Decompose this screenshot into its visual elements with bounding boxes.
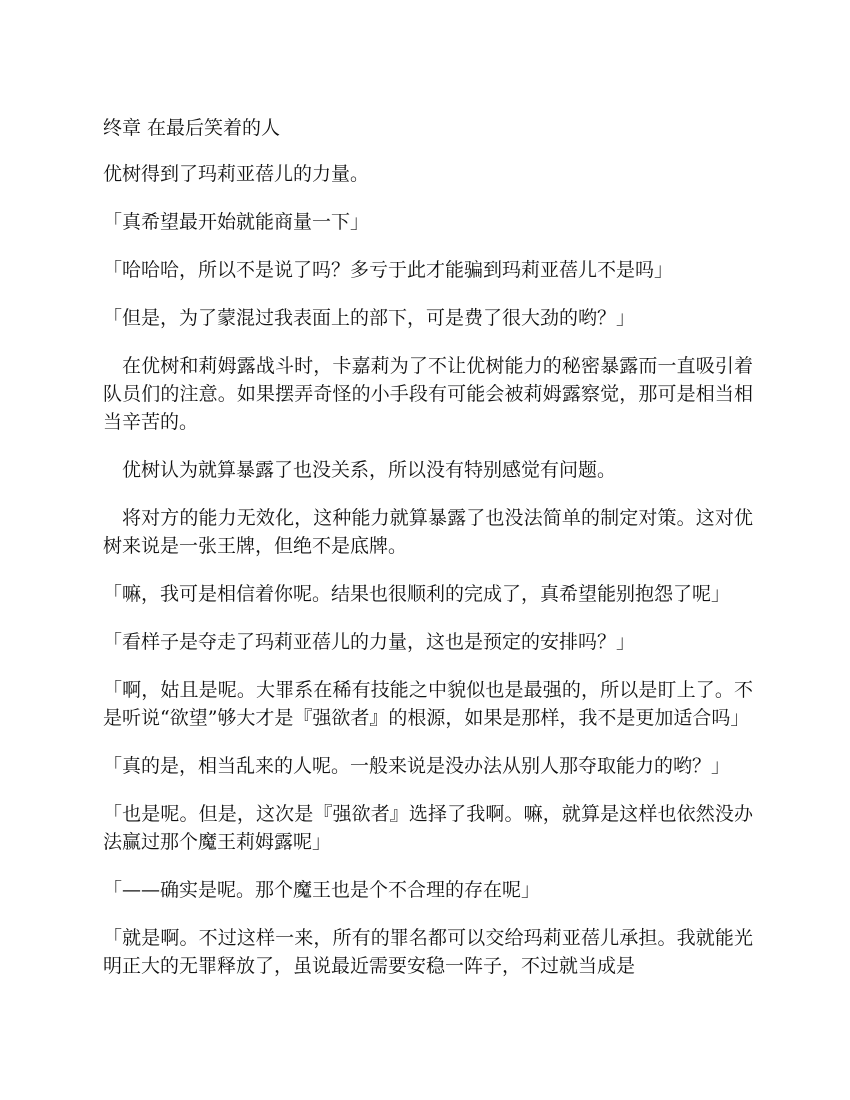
- paragraph: 「但是，为了蒙混过我表面上的部下，可是费了很大劲的哟？」: [103, 307, 636, 329]
- paragraph: 「真的是，相当乱来的人呢。一般来说是没办法从别人那夺取能力的哟？」: [103, 755, 731, 777]
- paragraph: 「看样子是夺走了玛莉亚蓓儿的力量，这也是预定的安排吗？」: [103, 631, 636, 653]
- body-text: [103, 160, 753, 980]
- chapter-title: 终章 在最后笑着的人: [103, 117, 281, 139]
- paragraph: 「啊，姑且是呢。大罪系在稀有技能之中貌似也是最强的，所以是盯上了。不是听说“欲望”够大才是『强欲者』的根源，如果是那样，我不是更加适合吗」: [103, 679, 753, 729]
- paragraph: 「也是呢。但是，这次是『强欲者』选择了我啊。嘛，就算是这样也依然没办法赢过那个魔王莉姆露呢」: [103, 803, 753, 853]
- paragraph: 将对方的能力无效化，这种能力就算暴露了也没法简单的制定对策。这对优树来说是一张王牌，但绝不是底牌。: [103, 507, 753, 557]
- paragraph: 「——确实是呢。那个魔王也是个不合理的存在呢」: [103, 879, 541, 901]
- paragraph: 优树得到了玛莉亚蓓儿的力量。: [103, 163, 370, 185]
- paragraph: 「哈哈哈，所以不是说了吗？多亏于此才能骗到玛莉亚蓓儿不是吗」: [103, 259, 674, 281]
- paragraph: 「就是啊。不过这样一来，所有的罪名都可以交给玛莉亚蓓儿承担。我就能光明正大的无罪释放了，虽说最近需要安稳一阵子，不过就当成是: [103, 927, 753, 977]
- paragraph: 「真希望最开始就能商量一下」: [103, 211, 370, 233]
- paragraph: 在优树和莉姆露战斗时，卡嘉莉为了不让优树能力的秘密暴露而一直吸引着队员们的注意。如果摆弄奇怪的小手段有可能会被莉姆露察觉，那可是相当相当辛苦的。: [103, 355, 753, 433]
- paragraph: 优树认为就算暴露了也没关系，所以没有特别感觉有问题。: [122, 459, 617, 481]
- paragraph: 「嘛，我可是相信着你呢。结果也很顺利的完成了，真希望能别抱怨了呢」: [103, 583, 731, 605]
- document-page: [103, 114, 753, 1000]
